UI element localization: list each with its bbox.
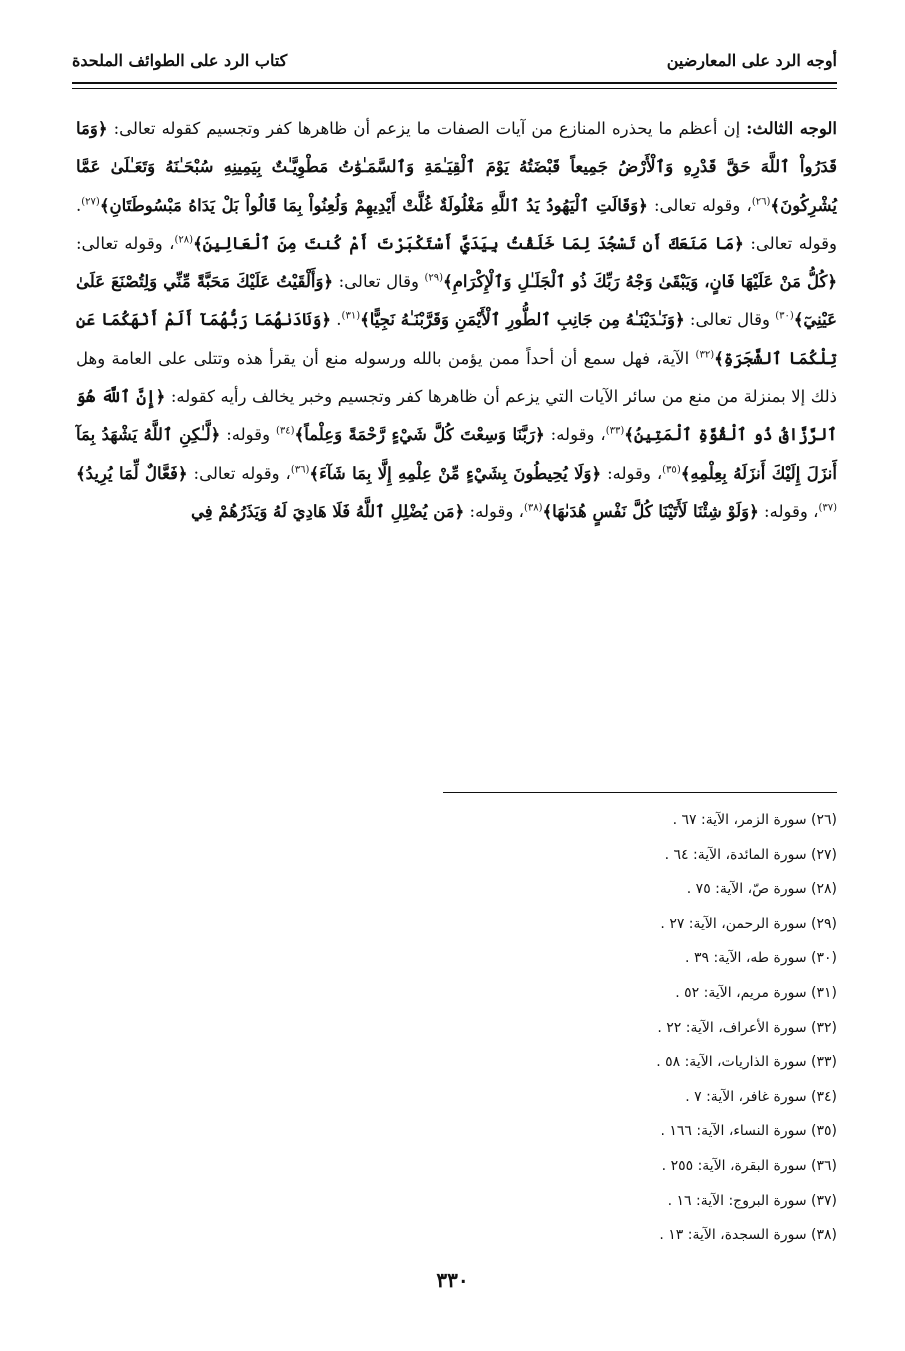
header-chapter-title: أوجه الرد على المعارضين xyxy=(666,50,837,70)
footnote: (٣٠) سورة طه، الآية: ٣٩ . xyxy=(685,950,837,967)
footnote-separator xyxy=(443,792,837,793)
footnote-marker: (٢٧) xyxy=(81,196,100,208)
paragraph xyxy=(76,110,837,531)
quran-quote: ﴿وَنَـٰدَيْنَـٰهُ مِن جَانِبِ ٱلطُّورِ ٱلْأَيْمَنِ وَقَرَّبْنَـٰهُ نَجِيًّا﴾ xyxy=(360,310,685,330)
text-run: ، وقوله: xyxy=(464,501,524,521)
footnote-marker: (٣٣) xyxy=(605,425,625,437)
footnote: (٣٨) سورة السجدة، الآية: ١٣ . xyxy=(659,1227,837,1244)
footnote: (٣٧) سورة البروج: الآية: ١٦ . xyxy=(667,1192,837,1209)
text-run: ، وقوله تعالى: xyxy=(647,195,752,215)
footnote-marker: (٣٧) xyxy=(818,502,837,514)
footnote: (٣٤) سورة غافر، الآية: ٧ . xyxy=(685,1088,837,1105)
page-number: ٣٣٠ xyxy=(436,1268,469,1292)
quran-quote: ﴿وَلَوْ شِئْنَا لَأَتَيْنَا كُلَّ نَفْسٍ هُدَىٰهَا﴾ xyxy=(542,501,759,521)
footnote-marker: (٣٠) xyxy=(775,310,794,322)
text-run: وقال تعالى: xyxy=(333,272,425,292)
quran-quote: ﴿وَقَالَتِ ٱلْيَهُودُ يَدُ ٱللَّهِ مَغْلُولَةٌ غُلَّتْ أَيْدِيهِمْ وَلُعِنُواْ بِمَا قَالُواْ بَلْ يَدَاهُ مَبْسُوطَتَانِ﴾ xyxy=(99,195,648,215)
footnote-marker: (٢٦) xyxy=(751,196,771,208)
text-run: ، وقوله: xyxy=(601,463,663,483)
header-rule-thin xyxy=(72,88,837,89)
quran-quote: ﴿كُلُّ مَنْ عَلَيْهَا فَانٍ، وَيَبْقَىٰ وَجْهُ رَبِّكَ ذُو ٱلْجَلَـٰلِ وَٱلْإِكْرَامِ﴾ xyxy=(443,272,837,292)
text-run: وقوله: xyxy=(220,425,276,445)
footnote: (٢٧) سورة المائدة، الآية: ٦٤ . xyxy=(664,846,837,863)
section-lead: الوجه الثالث: xyxy=(746,119,837,138)
quran-quote: ﴿وَمَا قَدَرُواْ ٱللَّهَ حَقَّ قَدْرِهِ وَٱلْأَرْضُ جَمِيعاً قَبْضَتُهُ يَوْمَ ٱلْقِيَـٰمَةِ وَٱلسَّمَـٰوَٰتُ مَطْوِيَّـٰتٌ بِيَمِينِهِ سُبْحَـٰنَهُ وَتَعَـٰلَىٰ عَمَّا يُشْرِكُونَ﴾ xyxy=(76,119,837,215)
quran-quote: ﴿لَّـٰكِنِ ٱللَّهُ يَشْهَدُ بِمَآ أَنزَلَ إِلَيْكَ أَنزَلَهُ بِعِلْمِهِ﴾ xyxy=(76,425,837,483)
text-run: إن أعظم ما يحذره المنازع من آيات الصفات ما يزعم أن ظاهرها كفر وتجسيم كقوله تعالى: xyxy=(107,119,747,138)
text-run: وقال تعالى: xyxy=(684,310,776,330)
quran-quote: ﴿مَا مَنَعَكَ أَن تَسْجُدَ لِمَا خَلَقْتُ بِيَدَيَّ أَسْتَكْبَرْتَ أَمْ كُنتَ مِنَ ٱلْعَالِينَ﴾ xyxy=(193,233,744,253)
footnote-marker: (٣٨) xyxy=(523,502,543,514)
footnote-marker: (٣٦) xyxy=(290,464,310,476)
footnote-marker: (٣٥) xyxy=(662,464,681,476)
footnote: (٣٥) سورة النساء، الآية: ١٦٦ . xyxy=(660,1123,837,1140)
quran-quote: ﴿مَن يُضْلِلِ ٱللَّهُ فَلَا هَادِيَ لَهُ وَيَذَرُهُمْ فِي xyxy=(191,501,465,521)
quran-quote: ﴿وَأَلْقَيْتُ عَلَيْكَ مَحَبَّةً مِّنِّي وَلِتُصْنَعَ عَلَىٰ عَيْنِيٓ﴾ xyxy=(76,272,837,330)
footnote: (٣١) سورة مريم، الآية: ٥٢ . xyxy=(675,984,837,1001)
main-text xyxy=(76,110,837,531)
footnote: (٢٩) سورة الرحمن، الآية: ٢٧ . xyxy=(660,915,837,932)
quran-quote: ﴿فَعَّالٌ لِّمَا يُرِيدُ﴾ xyxy=(76,463,188,483)
quran-quote: ﴿وَنَادَىٰهُمَا رَبُّهُمَآ أَلَمْ أَنْهَكُمَا عَن تِلْكُمَا ٱلشَّجَرَةِ﴾ xyxy=(76,310,837,368)
footnote: (٣٦) سورة البقرة، الآية: ٢٥٥ . xyxy=(661,1157,837,1174)
footnote-marker: (٢٨) xyxy=(174,234,194,246)
footnote: (٢٦) سورة الزمر، الآية: ٦٧ . xyxy=(672,812,837,828)
quran-quote: ﴿إِنَّ ٱللَّهَ هُوَ ٱلرَّزَّاقُ ذُو ٱلْقُوَّةِ ٱلْمَتِينُ﴾ xyxy=(76,387,837,445)
footnote-marker: (٣٤) xyxy=(275,425,295,437)
running-header xyxy=(72,44,837,76)
text-run: . وقوله تعالى: xyxy=(76,195,837,253)
text-run: ، وقوله تعالى: xyxy=(187,463,291,483)
text-run: الآية، فهل سمع أن أحداً ممن يؤمن بالله ورسوله منع أن يقرأ هذه وتتلى على العامة وهل ذلك إلا بمنزلة من منع من سائر الآيات التي يزعم أن ظاهرها كفر وتجسيم وخبر يخالف رأيه كقوله: xyxy=(76,348,837,407)
text-run: ، وقوله تعالى: xyxy=(76,233,175,253)
footnote-marker: (٣٢) xyxy=(695,349,715,361)
footnote-marker: (٣١) xyxy=(341,310,361,322)
footnote: (٣٢) سورة الأعراف، الآية: ٢٢ . xyxy=(657,1019,837,1036)
text-run: ، وقوله: xyxy=(544,425,606,445)
quran-quote: ﴿رَبَّنَا وَسِعْتَ كُلَّ شَيْءٍ رَّحْمَةً وَعِلْماً﴾ xyxy=(294,425,545,445)
header-rule-thick xyxy=(72,82,837,84)
text-run: . xyxy=(331,310,342,330)
footnote: (٢٨) سورة صّ، الآية: ٧٥ . xyxy=(686,881,837,898)
text-run: ، وقوله: xyxy=(758,501,819,521)
footnote-marker: (٢٩) xyxy=(424,272,444,284)
footnotes xyxy=(437,803,837,1253)
quran-quote: ﴿وَلَا يُحِيطُونَ بِشَيْءٍ مِّنْ عِلْمِهِ إِلَّا بِمَا شَآءَ﴾ xyxy=(309,463,602,483)
footnote: (٣٣) سورة الذاريات، الآية: ٥٨ . xyxy=(656,1054,837,1071)
header-book-title: كتاب الرد على الطوائف الملحدة xyxy=(72,50,288,70)
